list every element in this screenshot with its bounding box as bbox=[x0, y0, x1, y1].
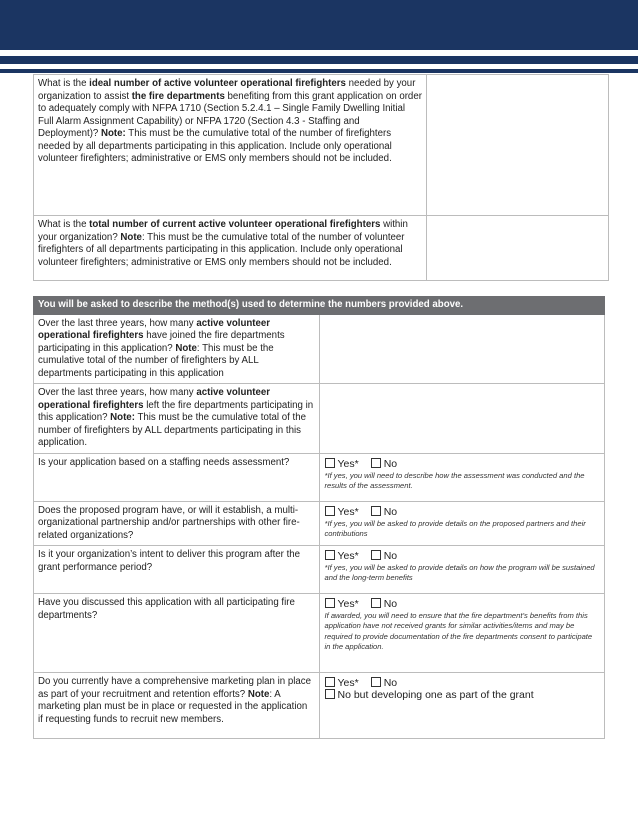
section-header: You will be asked to describe the method(s) used to determine the numbers provided above. bbox=[34, 297, 605, 315]
table-row bbox=[34, 594, 605, 673]
answer-partnership: Yes* No *If yes, you will be asked to provide details on the proposed partners and their contributions bbox=[319, 501, 605, 546]
header-bar bbox=[0, 0, 638, 50]
developing-checkbox[interactable] bbox=[325, 689, 335, 699]
no-checkbox[interactable] bbox=[371, 677, 381, 687]
no-checkbox[interactable] bbox=[371, 550, 381, 560]
no-checkbox[interactable] bbox=[371, 598, 381, 608]
table-row bbox=[34, 453, 605, 501]
methods-table bbox=[33, 296, 605, 739]
discussed-note: If awarded, you will need to ensure that the fire department’s benefits from this application have not received grants for similar activities/items and may be required to provide documentation of the fire departments consent to participate in the application. bbox=[324, 611, 593, 652]
table-row bbox=[34, 546, 605, 594]
answer-ideal-number-field[interactable] bbox=[427, 75, 609, 216]
yes-checkbox[interactable] bbox=[325, 598, 335, 608]
header-stripe-thin bbox=[0, 69, 638, 73]
partnership-note: *If yes, you will be asked to provide details on the proposed partners and their contributions bbox=[324, 518, 586, 538]
answer-discussed: Yes* No If awarded, you will need to ensure that the fire department’s benefits from this application have not received grants for similar activities/items and may be required to provide documentation of the fire departments consent to participate in the application. bbox=[319, 594, 605, 673]
answer-left-field[interactable] bbox=[319, 384, 605, 454]
question-partnership: Does the proposed program have, or will it establish, a multi-organizational partnership and/or partnerships with other fire-related organizations? bbox=[34, 501, 320, 546]
firefighter-count-table bbox=[33, 74, 609, 281]
answer-joined-field[interactable] bbox=[319, 314, 605, 384]
table-row bbox=[34, 216, 609, 281]
question-marketing: Do you currently have a comprehensive marketing plan in place as part of your recruitment and retention efforts? Note: A marketing plan must be in place or requested in the application if requesting funds to recruit new members. bbox=[34, 673, 320, 739]
no-checkbox[interactable] bbox=[371, 506, 381, 516]
yes-checkbox[interactable] bbox=[325, 677, 335, 687]
table-row bbox=[34, 75, 609, 216]
table-row bbox=[34, 501, 605, 546]
table-row bbox=[34, 673, 605, 739]
table-row bbox=[34, 384, 605, 454]
answer-intent: Yes* No *If yes, you will be asked to provide details on how the program will be sustained and the long-term benefits bbox=[319, 546, 605, 594]
intent-note: *If yes, you will be asked to provide details on how the program will be sustained and the long-term benefits bbox=[324, 563, 595, 583]
question-current-number: What is the total number of current active volunteer operational firefighters within your organization? Note: This must be the cumulative total of the number of volunteer firefighters of all departments participating in this application. Include only operational volunteer firefighters; administrative or EMS only members should not be included. bbox=[34, 216, 427, 281]
question-left: Over the last three years, how many active volunteer operational firefighters left the fire departments participating in this application? Note: This must be the cumulative total of the number of firefighters by ALL departments participating in this application. bbox=[34, 384, 320, 454]
yes-checkbox[interactable] bbox=[325, 458, 335, 468]
answer-staffing: Yes* No *If yes, you will need to describe how the assessment was conducted and the results of the assessment. bbox=[319, 453, 605, 501]
section-header-row bbox=[34, 297, 605, 315]
question-discussed: Have you discussed this application with all participating fire departments? bbox=[34, 594, 320, 673]
header-stripe bbox=[0, 56, 638, 64]
question-joined: Over the last three years, how many active volunteer operational firefighters have joined the fire departments participating in this application? Note: This must be the cumulative total of the number of firefighters by ALL departments participating in this application bbox=[34, 314, 320, 384]
staffing-note: *If yes, you will need to describe how the assessment was conducted and the results of the assessment. bbox=[324, 470, 585, 490]
table-row bbox=[34, 314, 605, 384]
question-staffing: Is your application based on a staffing needs assessment? bbox=[34, 453, 320, 501]
question-intent: Is it your organization’s intent to deliver this program after the grant performance period? bbox=[34, 546, 320, 594]
question-ideal-number: What is the ideal number of active volunteer operational firefighters needed by your organization to assist the fire departments benefiting from this grant application on order to adequately comply with NFPA 1710 (Section 5.2.4.1 – Single Family Dwelling Initial Full Alarm Assignment Capability) or NFPA 1720 (Section 4.3 - Staffing and Deployment)? Note: This must be the cumulative total of the number of firefighters needed by all departments participating in this application. Include only operational volunteer firefighters; administrative or EMS only members should not be included. bbox=[34, 75, 427, 216]
no-checkbox[interactable] bbox=[371, 458, 381, 468]
yes-checkbox[interactable] bbox=[325, 550, 335, 560]
answer-marketing: Yes* No No but developing one as part of the grant bbox=[319, 673, 605, 739]
yes-checkbox[interactable] bbox=[325, 506, 335, 516]
answer-current-number-field[interactable] bbox=[427, 216, 609, 281]
